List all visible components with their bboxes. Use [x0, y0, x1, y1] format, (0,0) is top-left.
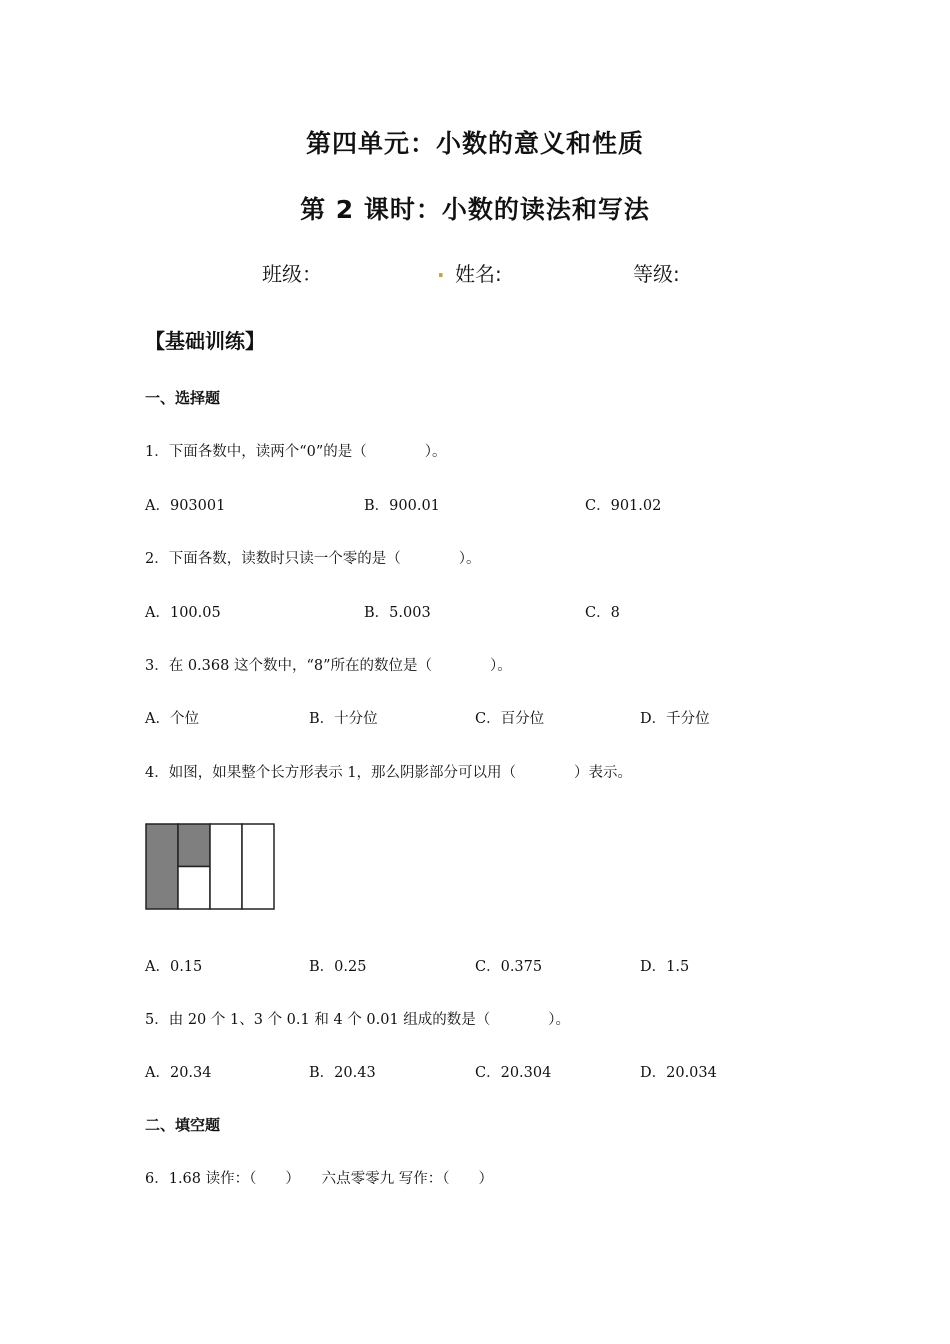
- blank-half-cell: [178, 867, 210, 910]
- q1-option-b: B．900.01: [364, 498, 440, 514]
- separator-dot: .: [437, 258, 445, 282]
- name-label: 姓名:: [455, 262, 502, 286]
- question-2: 2．下面各数，读数时只读一个零的是（ ）。: [145, 551, 481, 567]
- q4-option-a: A．0.15: [145, 959, 203, 975]
- grade-label: 等级:: [633, 262, 680, 286]
- q1-option-a: A．903001: [145, 498, 226, 514]
- shaded-half-cell: [178, 824, 210, 867]
- lesson-subtitle: 第 2 课时：小数的读法和写法: [300, 195, 650, 224]
- q2-option-a: A．100.05: [145, 605, 221, 621]
- shaded-rectangle-figure: [145, 823, 277, 911]
- section-basic-training: 【基础训练】: [145, 329, 265, 353]
- question-3: 3．在 0.368 这个数中，“8”所在的数位是（ ）。: [145, 658, 512, 674]
- q4-option-c: C．0.375: [475, 959, 543, 975]
- q5-option-c: C．20.304: [475, 1065, 552, 1081]
- question-5: 5．由 20 个 1、3 个 0.1 和 4 个 0.01 组成的数是（ ）。: [145, 1012, 571, 1028]
- q2-option-b: B．5.003: [364, 605, 431, 621]
- blank-column: [242, 824, 274, 909]
- q1-option-c: C．901.02: [585, 498, 662, 514]
- question-6: 6．1.68 读作：（ ） 六点零零九 写作：（ ）: [145, 1171, 493, 1187]
- shaded-column: [146, 824, 178, 909]
- q4-option-b: B．0.25: [309, 959, 367, 975]
- q2-option-c: C．8: [585, 605, 620, 621]
- page-title: 第四单元：小数的意义和性质: [305, 129, 644, 158]
- class-label: 班级：: [262, 262, 322, 286]
- q3-option-b: B．十分位: [309, 711, 378, 727]
- part2-heading: 二、填空题: [145, 1116, 221, 1134]
- q5-option-a: A．20.34: [145, 1065, 212, 1081]
- q3-option-a: A．个位: [145, 711, 199, 727]
- q4-option-d: D．1.5: [640, 959, 690, 975]
- q3-option-d: D．千分位: [640, 711, 710, 727]
- question-1: 1．下面各数中，读两个“0”的是（ ）。: [145, 444, 447, 460]
- blank-column: [210, 824, 242, 909]
- q5-option-b: B．20.43: [309, 1065, 376, 1081]
- q3-option-c: C．百分位: [475, 711, 545, 727]
- question-4: 4．如图，如果整个长方形表示 1，那么阴影部分可以用（ ）表示。: [145, 765, 633, 781]
- part1-heading: 一、选择题: [145, 389, 221, 407]
- q5-option-d: D．20.034: [640, 1065, 717, 1081]
